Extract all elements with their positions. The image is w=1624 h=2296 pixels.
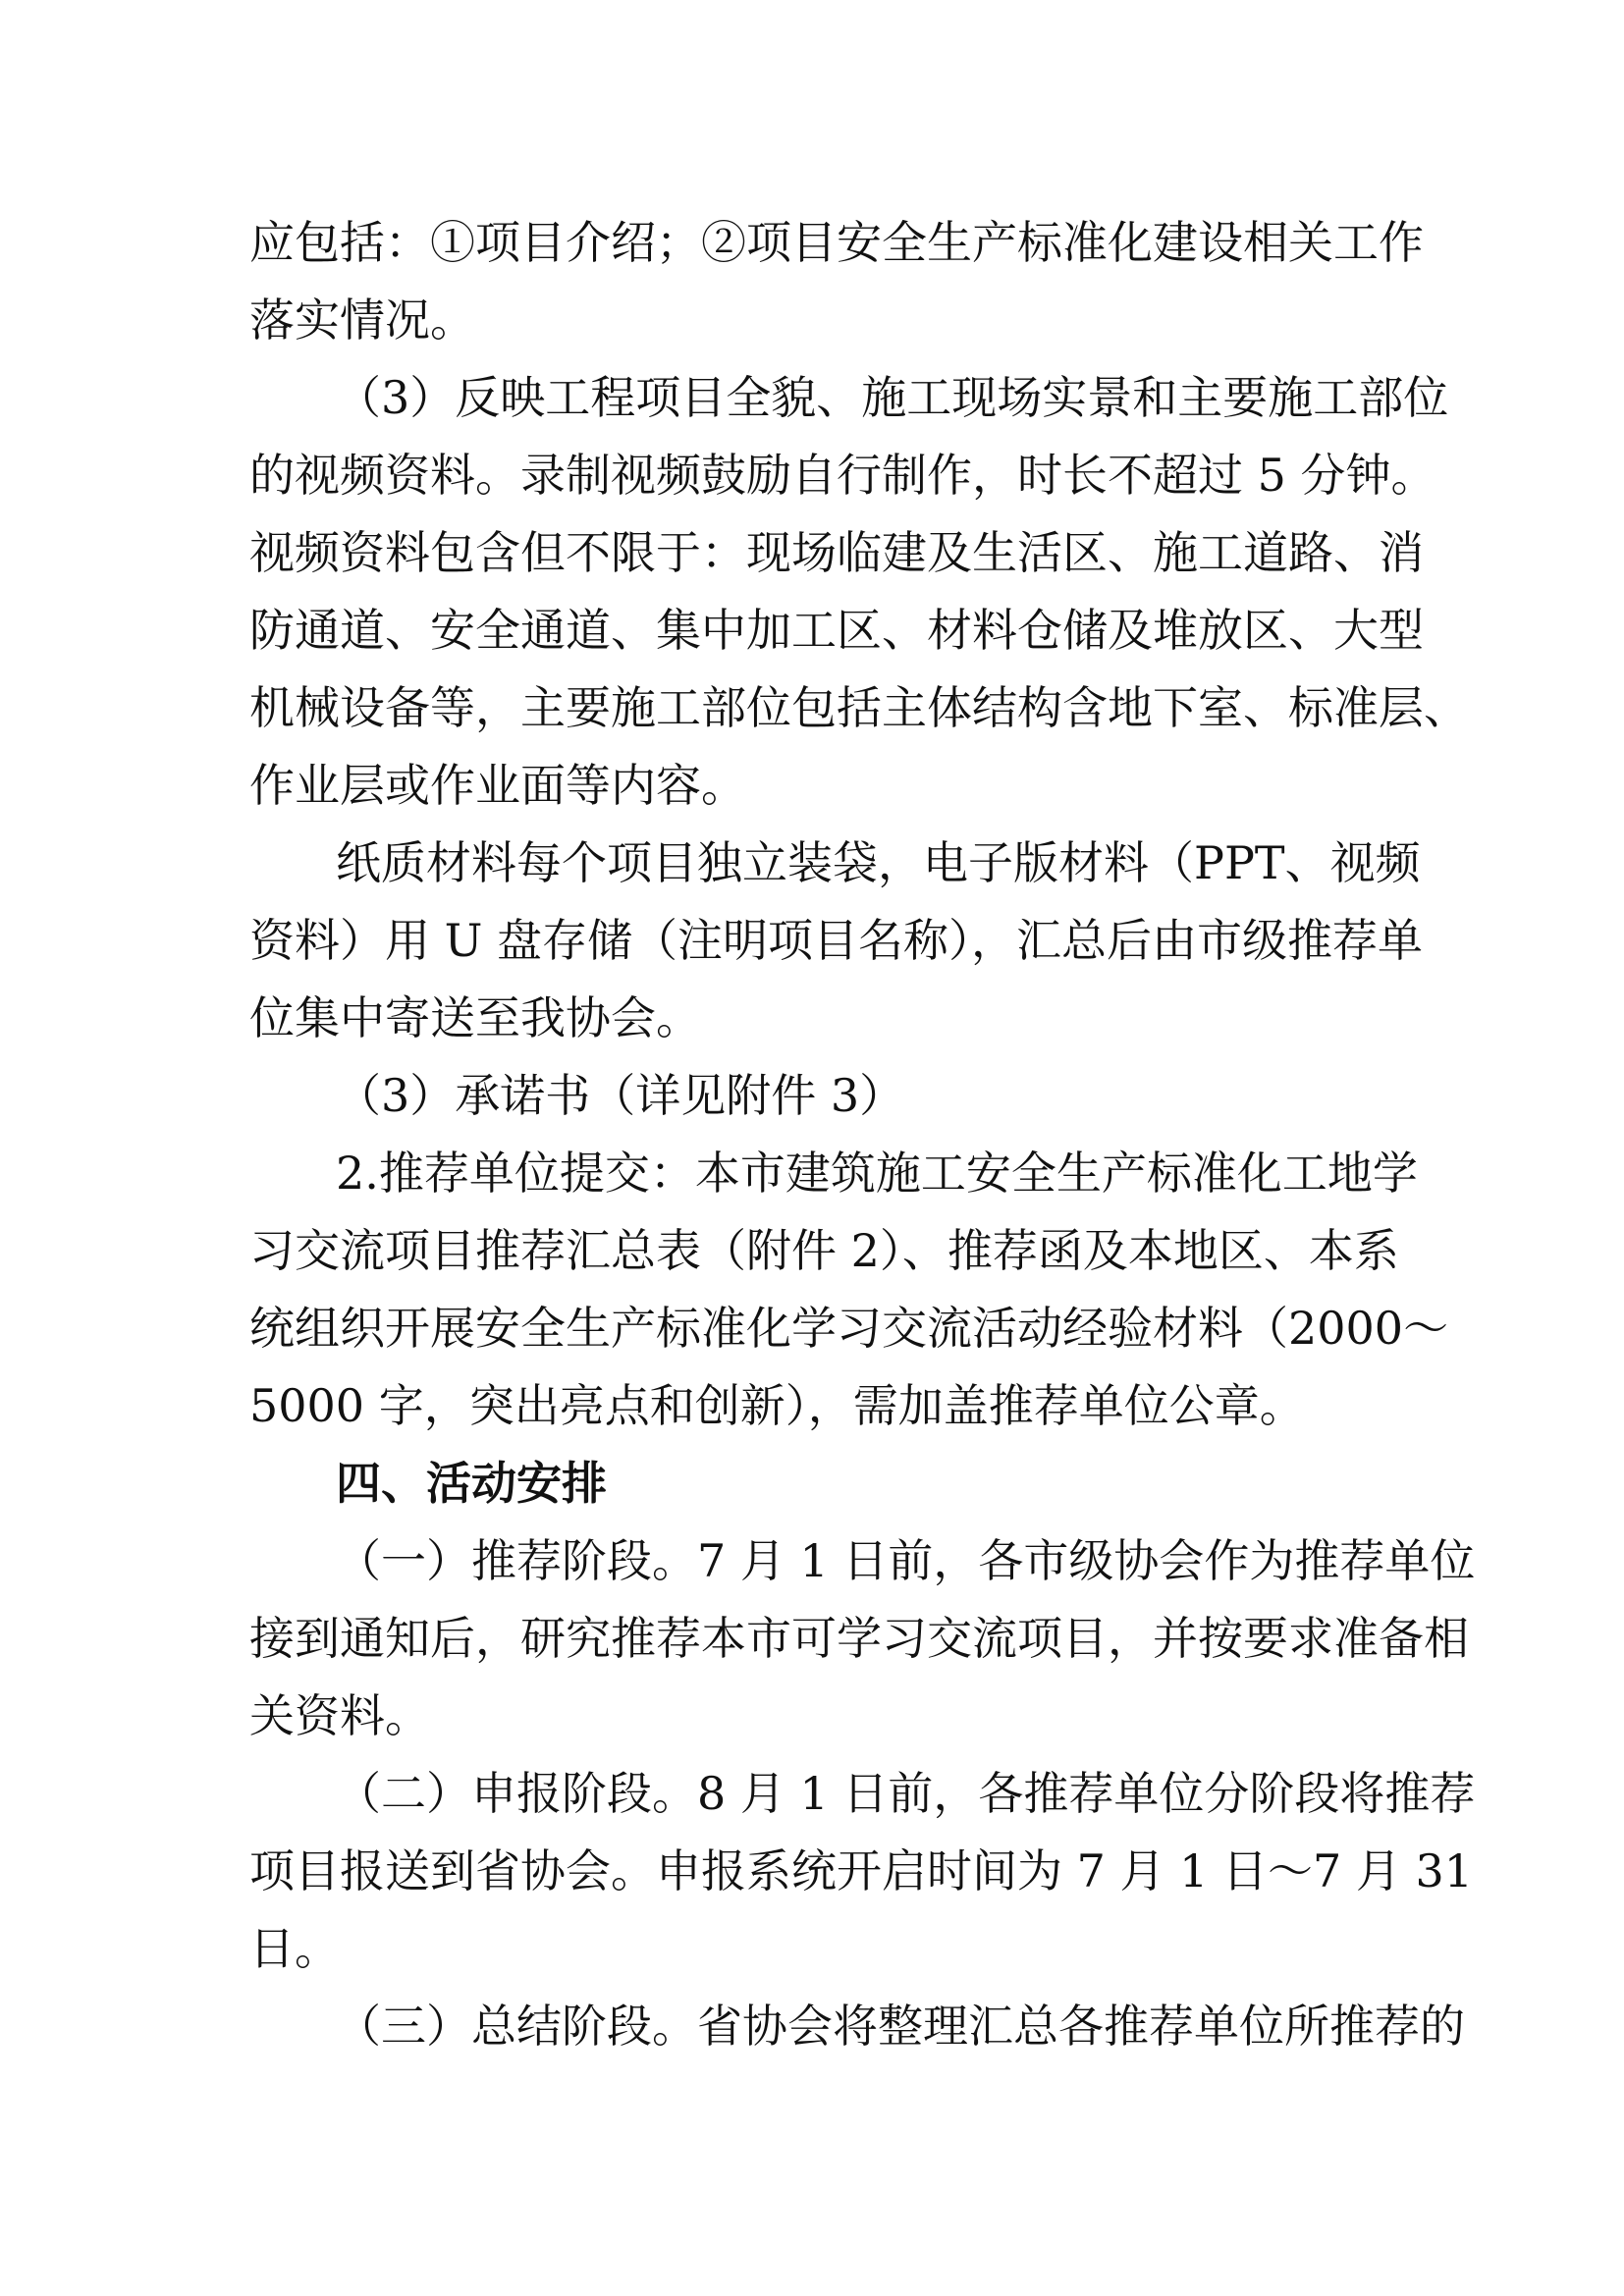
text-line: 机械设备等，主要施工部位包括主体结构含地下室、标准层、 [249,681,1469,734]
paragraph-intro-tail [249,204,1424,359]
text-line: 位集中寄送至我协会。 [249,991,701,1044]
section-heading: 四、活动安排 [336,1457,607,1510]
text-line: 纸质材料每个项目独立装袋，电子版材料（PPT、视频 [336,836,1421,889]
text-line: 习交流项目推荐汇总表（附件 2）、推荐函及本地区、本系 [249,1224,1399,1277]
document-body [249,204,1476,2065]
paragraph-stage-1 [249,1522,1476,1755]
paragraph-pledge [249,1057,1388,1135]
text-line: 的视频资料。录制视频鼓励自行制作，时长不超过 5 分钟。 [249,449,1436,502]
text-line: （3）反映工程项目全貌、施工现场实景和主要施工部位 [336,371,1449,424]
text-line: 项目报送到省协会。申报系统开启时间为 7 月 1 日～7 月 31 [249,1844,1474,1897]
paragraph-video [249,359,1469,825]
text-line: 防通道、安全通道、集中加工区、材料仓储及堆放区、大型 [249,604,1424,657]
text-line: 2.推荐单位提交：本市建筑施工安全生产标准化工地学 [336,1147,1418,1200]
text-line: （3）承诺书（详见附件 3） [336,1069,905,1122]
text-line: 作业层或作业面等内容。 [249,759,746,812]
text-line: 日。 [249,1922,340,1975]
text-line: 应包括：①项目介绍；②项目安全生产标准化建设相关工作 [249,216,1424,269]
text-line: 落实情况。 [249,294,475,347]
paragraph-submit [249,1135,1449,1445]
text-line: 接到通知后，研究推荐本市可学习交流项目，并按要求准备相 [249,1612,1469,1665]
text-line: （二）申报阶段。8 月 1 日前，各推荐单位分阶段将推荐 [336,1767,1476,1820]
paragraph-stage-2 [249,1755,1476,1988]
text-line: 关资料。 [249,1689,430,1742]
text-line: （一）推荐阶段。7 月 1 日前，各市级协会作为推荐单位 [336,1534,1476,1587]
paragraph-stage-3 [249,1988,1465,2065]
text-line: 视频资料包含但不限于：现场临建及生活区、施工道路、消 [249,526,1424,579]
text-line: 统组织开展安全生产标准化学习交流活动经验材料（2000～ [249,1302,1449,1355]
section-heading-schedule [249,1445,1388,1522]
text-line: （三）总结阶段。省协会将整理汇总各推荐单位所推荐的 [336,2000,1465,2053]
text-line: 资料）用 U 盘存储（注明项目名称），汇总后由市级推荐单 [249,914,1424,967]
paragraph-materials [249,825,1424,1057]
text-line: 5000 字，突出亮点和创新），需加盖推荐单位公章。 [249,1379,1305,1432]
